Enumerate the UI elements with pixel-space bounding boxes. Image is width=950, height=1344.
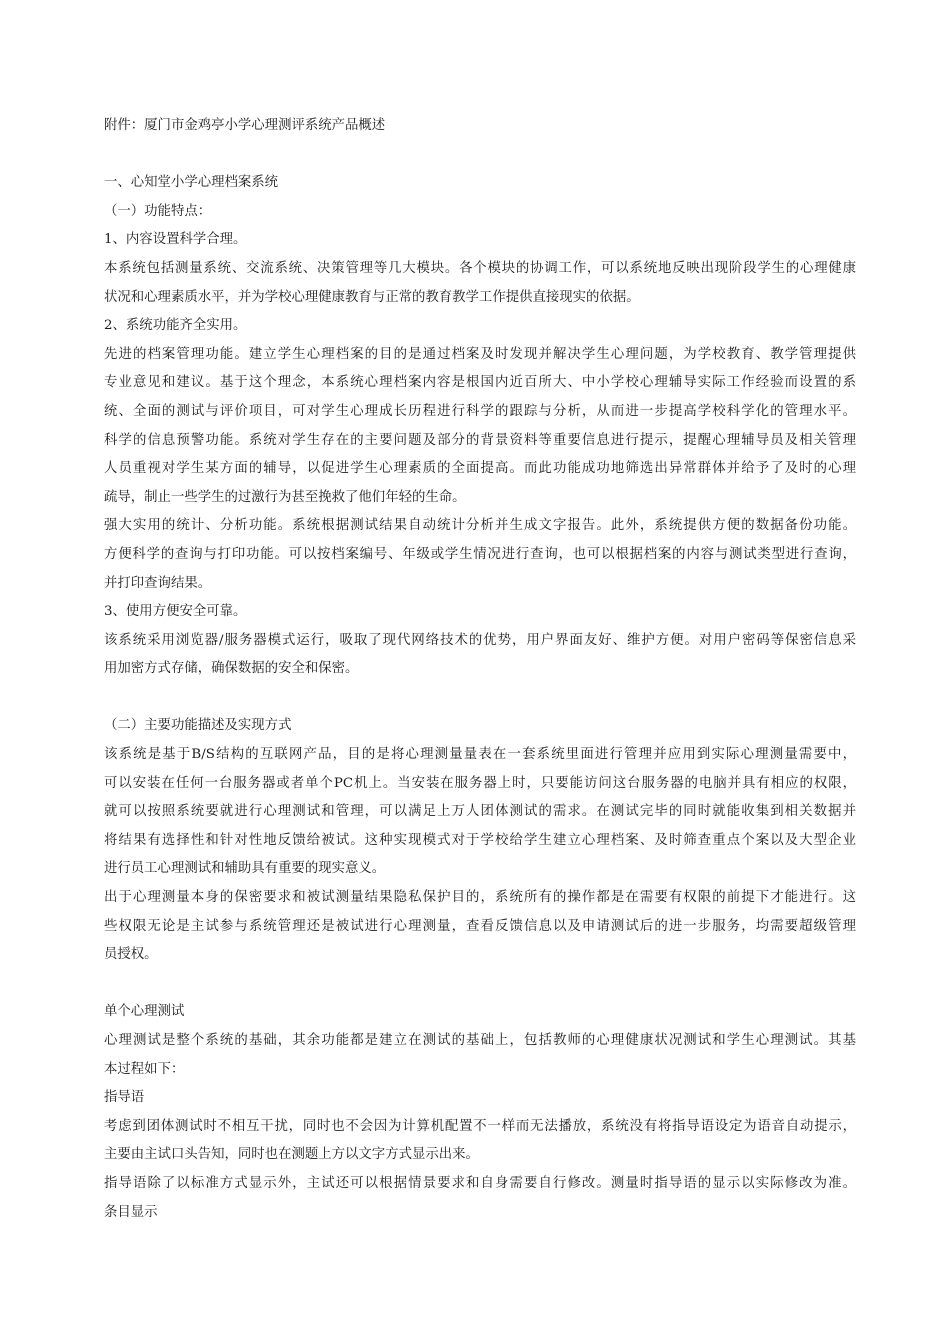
subsection-heading: （一）功能特点： [104, 203, 212, 219]
paragraph-line: 考虑到团体测试时不相互干扰，同时也不会因为计算机配置不一样而无法播放，系统没有将指导语设定为语音自动提示， [104, 1118, 856, 1134]
paragraph-line: 科学的信息预警功能。系统对学生存在的主要问题及部分的背景资料等重要信息进行提示，提醒心理辅导员及相关管理 [104, 432, 856, 448]
paragraph-line: 方便科学的查询与打印功能。可以按档案编号、年级或学生情况进行查询，也可以根据档案的内容与测试类型进行查询， [104, 546, 856, 562]
paragraph-line: 心理测试是整个系统的基础，其余功能都是建立在测试的基础上，包括教师的心理健康状况测试和学生心理测试。其基 [104, 1033, 856, 1048]
paragraph-line: 本系统包括测量系统、交流系统、决策管理等几大模块。各个模块的协调工作，可以系统地反映出现阶段学生的心理健康 [104, 260, 856, 276]
paragraph-line: 可以安装在任何一台服务器或者单个PC机上。当安装在服务器上时，只要能访问这台服务器的电脑并具有相应的权限， [104, 775, 856, 791]
paragraph-line: 该系统是基于B/S结构的互联网产品，目的是将心理测量量表在一套系统里面进行管理并应用到实际心理测量需要中， [104, 747, 856, 763]
paragraph-line: 先进的档案管理功能。建立学生心理档案的目的是通过档案及时发现并解决学生心理问题，为学校教育、教学管理提供 [104, 346, 856, 362]
list-item-heading: 1、内容设置科学合理。 [104, 232, 247, 248]
paragraph-line: 用加密方式存储，确保数据的安全和保密。 [104, 661, 359, 677]
list-item-heading: 2、系统功能齐全实用。 [104, 318, 247, 334]
section-heading: 单个心理测试 [104, 1004, 185, 1020]
paragraph-line: 人员重视对学生某方面的辅导，以促进学生心理素质的全面提高。而此功能成功地筛选出异常群体并给予了及时的心理 [104, 461, 856, 477]
subheading: 条目显示 [104, 1204, 158, 1220]
paragraph-line: 状况和心理素质水平，并为学校心理健康教育与正常的教育教学工作提供直接现实的依据。 [104, 289, 640, 305]
subsection-heading: （二）主要功能描述及实现方式 [104, 718, 292, 734]
paragraph-line: 出于心理测量本身的保密要求和被试测量结果隐私保护目的，系统所有的操作都是在需要有权限的前提下才能进行。这 [104, 890, 856, 906]
paragraph-line: 强大实用的统计、分析功能。系统根据测试结果自动统计分析并生成文字报告。此外，系统提供方便的数据备份功能。 [104, 518, 856, 534]
paragraph-line: 主要由主试口头告知，同时也在测题上方以文字方式显示出来。 [104, 1147, 479, 1163]
list-item-heading: 3、使用方便安全可靠。 [104, 604, 247, 620]
paragraph-line: 些权限无论是主试参与系统管理还是被试进行心理测量，查看反馈信息以及申请测试后的进一步服务，均需要超级管理 [104, 918, 856, 934]
paragraph-line: 统、全面的测试与评价项目，可对学生心理成长历程进行科学的跟踪与分析，从而进一步提高学校科学化的管理水平。 [104, 403, 856, 419]
paragraph-line: 指导语除了以标准方式显示外，主试还可以根据情景要求和自身需要自行修改。测量时指导语的显示以实际修改为准。 [104, 1175, 856, 1191]
spacer [104, 141, 856, 170]
paragraph-line: 该系统采用浏览器/服务器模式运行，吸取了现代网络技术的优势，用户界面友好、维护方便。对用户密码等保密信息采 [104, 632, 856, 648]
document-page [104, 112, 856, 1227]
document-title: 附件：厦门市金鸡亭小学心理测评系统产品概述 [104, 118, 386, 133]
subheading: 指导语 [104, 1090, 145, 1106]
section-heading: 一、心知堂小学心理档案系统 [104, 175, 279, 191]
paragraph-line: 本过程如下： [104, 1061, 185, 1077]
spacer [104, 684, 856, 713]
paragraph-line: 并打印查询结果。 [104, 575, 212, 591]
paragraph-line: 将结果有选择性和针对性地反馈给被试。这种实现模式对于学校给学生建立心理档案、及时筛查重点个案以及大型企业 [104, 832, 856, 848]
paragraph-line: 疏导，制止一些学生的过激行为甚至挽救了他们年轻的生命。 [104, 489, 466, 505]
paragraph-line: 专业意见和建议。基于这个理念，本系统心理档案内容是根国内近百所大、中小学校心理辅导实际工作经验而设置的系 [104, 375, 856, 391]
paragraph-line: 进行员工心理测试和辅助具有重要的现实意义。 [104, 861, 386, 877]
paragraph-line: 就可以按照系统要就进行心理测试和管理，可以满足上万人团体测试的需求。在测试完毕的同时就能收集到相关数据并 [104, 804, 856, 820]
paragraph-line: 员授权。 [104, 947, 158, 963]
spacer [104, 970, 856, 999]
